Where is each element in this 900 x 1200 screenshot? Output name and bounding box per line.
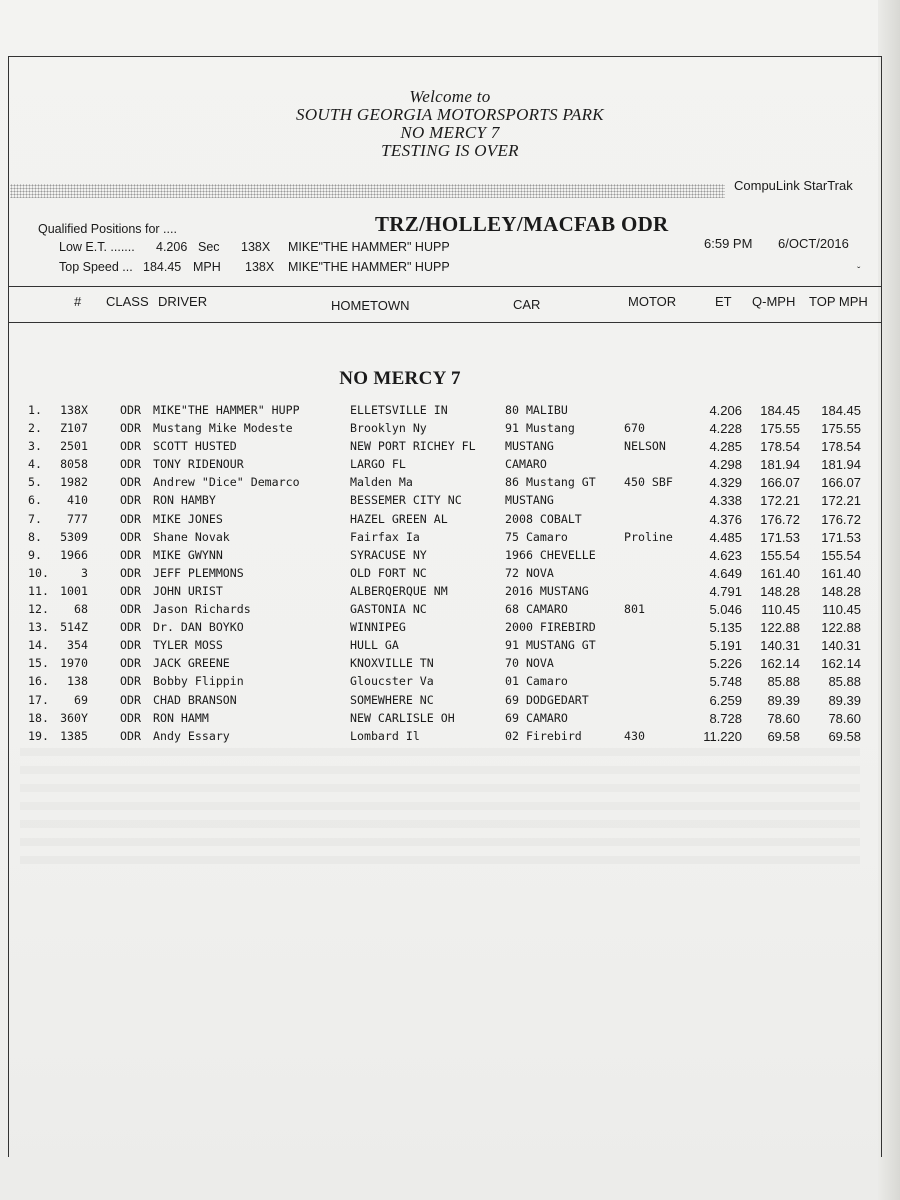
top-speed-car-number: 138X bbox=[245, 260, 275, 274]
row-motor: 450 SBF bbox=[624, 475, 673, 490]
row-hometown: Lombard Il bbox=[350, 728, 420, 743]
row-car: 1966 CHEVELLE bbox=[505, 547, 596, 562]
table-row bbox=[0, 638, 900, 656]
row-driver: MIKE JONES bbox=[153, 511, 223, 526]
row-top-mph: 175.55 bbox=[821, 421, 861, 437]
header-status: TESTING IS OVER bbox=[381, 141, 519, 160]
row-et: 4.338 bbox=[709, 493, 742, 509]
table-row bbox=[0, 674, 900, 692]
top-speed-driver: MIKE"THE HAMMER" HUPP bbox=[288, 260, 450, 274]
row-motor: NELSON bbox=[624, 439, 666, 454]
row-class: ODR bbox=[120, 493, 141, 508]
row-car-number: 5309 bbox=[60, 529, 88, 544]
row-driver: Mustang Mike Modeste bbox=[153, 421, 293, 436]
col-header-q-mph: Q-MPH bbox=[752, 294, 796, 309]
row-hometown: Malden Ma bbox=[350, 475, 413, 490]
row-driver: JACK GREENE bbox=[153, 656, 230, 671]
row-et: 5.226 bbox=[709, 656, 742, 672]
col-header-class: CLASS bbox=[106, 294, 149, 309]
row-q-mph: 171.53 bbox=[760, 529, 800, 545]
low-et-label: Low E.T. ....... bbox=[59, 240, 135, 254]
row-car-number: 354 bbox=[67, 638, 88, 653]
row-class: ODR bbox=[120, 728, 141, 743]
report-header bbox=[0, 88, 900, 160]
row-position: 15. bbox=[28, 656, 49, 671]
row-et: 11.220 bbox=[703, 728, 742, 744]
row-et: 4.298 bbox=[709, 457, 742, 473]
row-driver: TYLER MOSS bbox=[153, 638, 223, 653]
row-top-mph: 161.40 bbox=[821, 565, 861, 581]
row-q-mph: 175.55 bbox=[760, 421, 800, 437]
row-hometown: HULL GA bbox=[350, 638, 399, 653]
row-et: 4.791 bbox=[709, 583, 742, 599]
table-row bbox=[0, 656, 900, 674]
row-et: 4.228 bbox=[709, 421, 742, 437]
col-header-et: ET bbox=[715, 294, 732, 309]
low-et-unit: Sec bbox=[198, 240, 220, 254]
row-top-mph: 184.45 bbox=[821, 403, 861, 418]
row-et: 4.329 bbox=[709, 475, 742, 491]
col-header-hometown: HOMETOWN bbox=[331, 298, 410, 313]
table-row bbox=[0, 729, 900, 747]
row-car-number: 138 bbox=[67, 674, 88, 689]
header-rule-top bbox=[9, 286, 881, 287]
row-et: 5.046 bbox=[709, 602, 742, 618]
row-hometown: SOMEWHERE NC bbox=[350, 692, 434, 707]
row-car-number: 1970 bbox=[60, 656, 88, 671]
row-et: 6.259 bbox=[709, 692, 742, 708]
row-driver: Jason Richards bbox=[153, 602, 251, 617]
row-q-mph: 122.88 bbox=[760, 620, 800, 636]
col-header-car: CAR bbox=[513, 297, 541, 312]
row-driver: TONY RIDENOUR bbox=[153, 457, 244, 472]
section-title: NO MERCY 7 bbox=[339, 368, 461, 389]
row-hometown: HAZEL GREEN AL bbox=[350, 511, 448, 526]
row-car: 86 Mustang GT bbox=[505, 475, 596, 490]
row-q-mph: 155.54 bbox=[760, 547, 800, 563]
row-hometown: ELLETSVILLE IN bbox=[350, 403, 448, 417]
col-header-top-mph: TOP MPH bbox=[809, 294, 868, 309]
row-hometown: Fairfax Ia bbox=[350, 529, 420, 544]
row-class: ODR bbox=[120, 421, 141, 436]
row-top-mph: 85.88 bbox=[828, 674, 861, 690]
row-q-mph: 89.39 bbox=[767, 692, 800, 708]
row-top-mph: 171.53 bbox=[821, 529, 861, 545]
header-event-name: NO MERCY 7 bbox=[400, 123, 500, 142]
row-driver: Andy Essary bbox=[153, 728, 230, 743]
row-top-mph: 110.45 bbox=[822, 602, 861, 618]
row-class: ODR bbox=[120, 710, 141, 725]
row-position: 3. bbox=[28, 439, 42, 454]
corner-mark: ˇ bbox=[857, 266, 861, 277]
row-motor: Proline bbox=[624, 529, 673, 544]
row-car-number: 514Z bbox=[60, 620, 88, 635]
row-driver: JEFF PLEMMONS bbox=[153, 565, 244, 580]
row-position: 8. bbox=[28, 529, 42, 544]
col-header-motor: MOTOR bbox=[628, 294, 677, 309]
row-class: ODR bbox=[120, 511, 141, 526]
row-position: 18. bbox=[28, 710, 49, 725]
row-motor: 430 bbox=[624, 728, 645, 743]
row-car: 75 Camaro bbox=[505, 529, 568, 544]
row-driver: Andrew "Dice" Demarco bbox=[153, 475, 300, 490]
row-driver: MIKE"THE HAMMER" HUPP bbox=[153, 403, 300, 417]
row-class: ODR bbox=[120, 457, 141, 472]
row-car-number: 8058 bbox=[60, 457, 88, 472]
row-car: 72 NOVA bbox=[505, 565, 554, 580]
col-header-driver: DRIVER bbox=[158, 294, 208, 309]
row-class: ODR bbox=[120, 674, 141, 689]
row-et: 4.376 bbox=[709, 511, 742, 527]
results-table bbox=[0, 403, 900, 747]
row-q-mph: 178.54 bbox=[760, 439, 800, 455]
table-row bbox=[0, 475, 900, 493]
row-hometown: SYRACUSE NY bbox=[350, 547, 427, 562]
row-position: 11. bbox=[28, 583, 49, 598]
table-row bbox=[0, 693, 900, 711]
row-car: 2008 COBALT bbox=[505, 511, 582, 526]
row-motor: 801 bbox=[624, 602, 645, 617]
row-et: 4.206 bbox=[709, 403, 742, 418]
row-q-mph: 176.72 bbox=[760, 511, 800, 527]
row-car-number: 1385 bbox=[60, 728, 88, 743]
row-car: 02 Firebird bbox=[505, 728, 582, 743]
row-q-mph: 162.14 bbox=[760, 656, 800, 672]
row-car-number: 68 bbox=[74, 602, 88, 617]
row-driver: Bobby Flippin bbox=[153, 674, 244, 689]
row-position: 14. bbox=[28, 638, 49, 653]
row-car: 2000 FIREBIRD bbox=[505, 620, 596, 635]
row-car: 80 MALIBU bbox=[505, 403, 568, 417]
row-hometown: NEW PORT RICHEY FL bbox=[350, 439, 476, 454]
row-car: 01 Camaro bbox=[505, 674, 568, 689]
row-top-mph: 155.54 bbox=[821, 547, 861, 563]
table-row bbox=[0, 530, 900, 548]
table-row bbox=[0, 512, 900, 530]
row-position: 2. bbox=[28, 421, 42, 436]
table-row bbox=[0, 403, 900, 421]
row-car-number: 1982 bbox=[60, 475, 88, 490]
row-car: 91 Mustang bbox=[505, 421, 575, 436]
row-hometown: Gloucster Va bbox=[350, 674, 434, 689]
row-car: 91 MUSTANG GT bbox=[505, 638, 596, 653]
row-driver: JOHN URIST bbox=[153, 583, 223, 598]
low-et-car-number: 138X bbox=[241, 240, 271, 254]
row-hometown: BESSEMER CITY NC bbox=[350, 493, 462, 508]
row-q-mph: 140.31 bbox=[760, 638, 800, 654]
row-q-mph: 148.28 bbox=[760, 583, 800, 599]
header-welcome: Welcome to bbox=[409, 87, 491, 106]
low-et-value: 4.206 bbox=[156, 240, 188, 254]
row-car-number: 138X bbox=[60, 403, 88, 417]
row-car-number: 1966 bbox=[60, 547, 88, 562]
row-car-number: 1001 bbox=[60, 583, 88, 598]
row-position: 17. bbox=[28, 692, 49, 707]
table-row bbox=[0, 439, 900, 457]
report-time: 6:59 PM bbox=[704, 236, 753, 251]
event-title: TRZ/HOLLEY/MACFAB ODR bbox=[375, 212, 669, 236]
row-car-number: 2501 bbox=[60, 439, 88, 454]
row-position: 10. bbox=[28, 565, 49, 580]
row-driver: RON HAMBY bbox=[153, 493, 216, 508]
row-driver: MIKE GWYNN bbox=[153, 547, 223, 562]
row-top-mph: 89.39 bbox=[828, 692, 861, 708]
row-position: 13. bbox=[28, 620, 49, 635]
row-q-mph: 184.45 bbox=[760, 403, 800, 418]
row-class: ODR bbox=[120, 602, 141, 617]
row-q-mph: 166.07 bbox=[760, 475, 800, 491]
row-q-mph: 172.21 bbox=[760, 493, 800, 509]
row-driver: Shane Novak bbox=[153, 529, 230, 544]
row-top-mph: 178.54 bbox=[821, 439, 861, 455]
row-hometown: GASTONIA NC bbox=[350, 602, 427, 617]
row-class: ODR bbox=[120, 583, 141, 598]
row-car: MUSTANG bbox=[505, 493, 554, 508]
row-driver: RON HAMM bbox=[153, 710, 209, 725]
row-position: 7. bbox=[28, 511, 42, 526]
row-top-mph: 140.31 bbox=[821, 638, 861, 654]
row-hometown: Brooklyn Ny bbox=[350, 421, 427, 436]
bleed-through-ghost-text bbox=[20, 748, 860, 868]
row-car: CAMARO bbox=[505, 457, 547, 472]
row-et: 4.623 bbox=[709, 547, 742, 563]
low-et-driver: MIKE"THE HAMMER" HUPP bbox=[288, 240, 450, 254]
row-car: 69 CAMARO bbox=[505, 710, 568, 725]
row-hometown: LARGO FL bbox=[350, 457, 406, 472]
row-hometown: ALBERQERQUE NM bbox=[350, 583, 448, 598]
row-class: ODR bbox=[120, 620, 141, 635]
col-header-number: # bbox=[74, 294, 82, 309]
row-class: ODR bbox=[120, 656, 141, 671]
row-class: ODR bbox=[120, 565, 141, 580]
row-q-mph: 78.60 bbox=[767, 710, 800, 726]
row-position: 19. bbox=[28, 728, 49, 743]
table-row bbox=[0, 711, 900, 729]
header-rule-bottom bbox=[9, 322, 881, 323]
report-date: 6/OCT/2016 bbox=[778, 236, 849, 251]
row-car-number: 69 bbox=[74, 692, 88, 707]
row-et: 5.191 bbox=[709, 638, 742, 654]
row-car-number: 410 bbox=[67, 493, 88, 508]
row-top-mph: 181.94 bbox=[821, 457, 861, 473]
table-row bbox=[0, 584, 900, 602]
header-track-name: SOUTH GEORGIA MOTORSPORTS PARK bbox=[296, 105, 604, 124]
row-car-number: Z107 bbox=[60, 421, 88, 436]
row-top-mph: 122.88 bbox=[821, 620, 861, 636]
row-q-mph: 110.45 bbox=[761, 602, 800, 618]
row-q-mph: 161.40 bbox=[760, 565, 800, 581]
table-row bbox=[0, 548, 900, 566]
table-row bbox=[0, 493, 900, 511]
row-class: ODR bbox=[120, 547, 141, 562]
row-car-number: 360Y bbox=[60, 710, 88, 725]
low-et-summary bbox=[0, 240, 700, 256]
top-speed-label: Top Speed ... bbox=[59, 260, 133, 274]
row-class: ODR bbox=[120, 475, 141, 490]
row-car: MUSTANG bbox=[505, 439, 554, 454]
row-driver: CHAD BRANSON bbox=[153, 692, 237, 707]
table-row bbox=[0, 421, 900, 439]
top-speed-unit: MPH bbox=[193, 260, 221, 274]
row-hometown: NEW CARLISLE OH bbox=[350, 710, 455, 725]
row-position: 16. bbox=[28, 674, 49, 689]
top-speed-summary bbox=[0, 260, 700, 276]
row-class: ODR bbox=[120, 692, 141, 707]
row-hometown: OLD FORT NC bbox=[350, 565, 427, 580]
row-class: ODR bbox=[120, 529, 141, 544]
table-row bbox=[0, 602, 900, 620]
row-car-number: 3 bbox=[81, 565, 88, 580]
row-top-mph: 176.72 bbox=[821, 511, 861, 527]
row-et: 8.728 bbox=[709, 710, 742, 726]
qualified-label: Qualified Positions for .... bbox=[38, 222, 177, 236]
dot-pattern-divider bbox=[10, 184, 725, 198]
row-et: 5.748 bbox=[709, 674, 742, 690]
vendor-label: CompuLink StarTrak bbox=[734, 178, 853, 193]
row-car: 69 DODGEDART bbox=[505, 692, 589, 707]
row-car: 68 CAMARO bbox=[505, 602, 568, 617]
row-class: ODR bbox=[120, 638, 141, 653]
row-top-mph: 78.60 bbox=[828, 710, 861, 726]
row-top-mph: 69.58 bbox=[828, 728, 861, 744]
row-et: 4.649 bbox=[709, 565, 742, 581]
row-driver: SCOTT HUSTED bbox=[153, 439, 237, 454]
row-top-mph: 172.21 bbox=[821, 493, 861, 509]
row-class: ODR bbox=[120, 439, 141, 454]
row-q-mph: 69.58 bbox=[767, 728, 800, 744]
row-position: 6. bbox=[28, 493, 42, 508]
table-row bbox=[0, 566, 900, 584]
row-position: 1. bbox=[28, 403, 42, 417]
row-position: 9. bbox=[28, 547, 42, 562]
table-row bbox=[0, 620, 900, 638]
row-motor: 670 bbox=[624, 421, 645, 436]
row-top-mph: 162.14 bbox=[821, 656, 861, 672]
row-hometown: KNOXVILLE TN bbox=[350, 656, 434, 671]
row-car: 2016 MUSTANG bbox=[505, 583, 589, 598]
row-position: 5. bbox=[28, 475, 42, 490]
row-class: ODR bbox=[120, 403, 141, 417]
row-car: 70 NOVA bbox=[505, 656, 554, 671]
row-position: 12. bbox=[28, 602, 49, 617]
row-top-mph: 166.07 bbox=[821, 475, 861, 491]
table-row bbox=[0, 457, 900, 475]
row-hometown: WINNIPEG bbox=[350, 620, 406, 635]
row-driver: Dr. DAN BOYKO bbox=[153, 620, 244, 635]
row-top-mph: 148.28 bbox=[821, 583, 861, 599]
row-et: 4.485 bbox=[709, 529, 742, 545]
row-q-mph: 181.94 bbox=[760, 457, 800, 473]
row-car-number: 777 bbox=[67, 511, 88, 526]
row-et: 4.285 bbox=[709, 439, 742, 455]
row-position: 4. bbox=[28, 457, 42, 472]
row-et: 5.135 bbox=[709, 620, 742, 636]
row-q-mph: 85.88 bbox=[767, 674, 800, 690]
top-speed-value: 184.45 bbox=[143, 260, 182, 274]
